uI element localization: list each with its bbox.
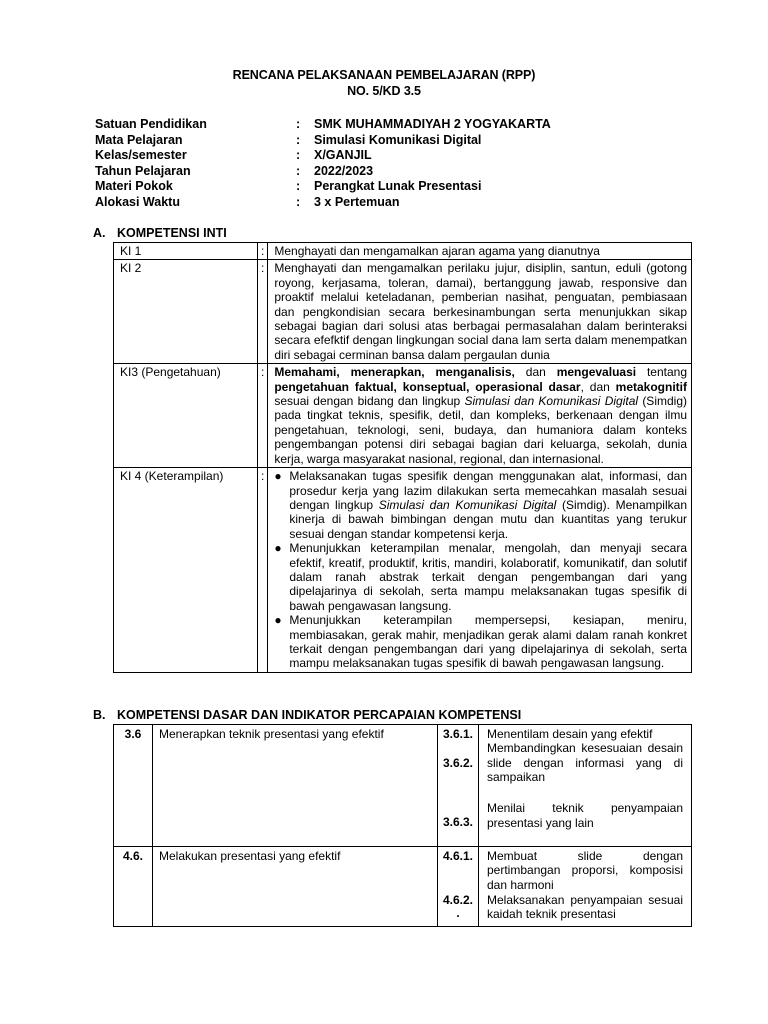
identity-row (95, 179, 551, 195)
identity-row (95, 117, 551, 133)
indicator-code: 3.6.2. (442, 756, 474, 770)
indicator-code: 4.6.2. (442, 893, 474, 907)
ki-text-part: tentang (636, 365, 688, 380)
ki-text-part: (Simdig) pada tingkat teknis, spesifik, detil, dan kompleks, berkenaan dengan ilmu pengetahuan, teknologi, seni, budaya, dan humaniora dalam konteks pengembangan potensi diri sebagai bagian dari keluarga, sekolah, dunia kerja, warga masyarakat nasional, regional, dan internasional. (274, 394, 687, 466)
ki-label: KI3 (Pengetahuan) (114, 364, 258, 468)
indicator-text: Menentilam desain yang efektif (487, 727, 653, 741)
indicator-code: 4.6.1. (442, 849, 474, 863)
ki-label: KI 2 (114, 260, 258, 364)
indicator-codes (438, 847, 479, 927)
indicator-text: Menilai teknik penyampaian presentasi yang lain (487, 801, 683, 830)
bullet-icon: ● (274, 541, 282, 556)
ki-label: KI 4 (Keterampilan) (114, 468, 258, 673)
identity-row (95, 164, 551, 180)
ki-text: Menghayati dan mengamalkan perilaku jujur, disiplin, santun, eduli (gotong royong, kerjasama, toleran, damai), bertanggung jawab, responsive dan proaktif melalui keteladanan, pemberian nasihat, penguatan, pembiasaan dan pengkondisian secara berkesinambungan serta menunjukkan sikap sebagai bagian dari solusi atas berbagai permasalahan dalam berinteraksi secara efefktif dengan lingkungan social dana lam serta dalam menempatkan diri sebagai cerminan bansa dalam pergaulan dunia (268, 260, 692, 364)
identity-row (95, 148, 551, 164)
identity-key: Tahun Pelajaran (95, 163, 191, 178)
identity-key: Kelas/semester (95, 148, 187, 162)
document-title: RENCANA PELAKSANAAN PEMBELAJARAN (RPP) (232, 68, 536, 82)
bullet-icon: ● (274, 469, 282, 484)
identity-colon: : (296, 148, 301, 162)
identity-colon: : (296, 194, 301, 209)
list-item (274, 541, 687, 613)
indicator-code: 3.6.3. (442, 815, 474, 829)
bullet-icon: ● (274, 613, 282, 628)
kd-description: Menerapkan teknik presentasi yang efektif (153, 725, 438, 847)
ki-text-part: sesuai dengan bidang dan lingkup (274, 394, 465, 409)
ki-row (114, 243, 692, 260)
kd-row (114, 847, 692, 927)
ki-row (114, 260, 692, 364)
ki-text (268, 364, 692, 468)
ki-text-bold: metakognitif (615, 379, 687, 394)
ki-colon: : (258, 364, 268, 468)
ki-colon: : (258, 468, 268, 673)
list-item (274, 613, 687, 671)
section-a-title: KOMPETENSI INTI (117, 226, 227, 240)
identity-key: Satuan Pendidikan (95, 117, 207, 131)
identity-value: SMK MUHAMMADIYAH 2 YOGYAKARTA (314, 117, 551, 131)
identity-colon: : (296, 163, 301, 178)
identity-table (95, 117, 551, 210)
identity-row (95, 133, 551, 149)
kd-description: Melakukan presentasi yang efektif (153, 847, 438, 927)
section-a-letter: A. (93, 226, 106, 240)
ki-label: KI 1 (114, 243, 258, 260)
ki-text-part: (Simdig). Menampilkan kinerja di bawah bimbingan dengan mutu dan kuantitas yang terukur sesuai dengan standar kompetensi kerja. (289, 497, 687, 541)
indicator-texts (479, 847, 692, 927)
document-subtitle: NO. 5/KD 3.5 (347, 84, 421, 98)
identity-row (95, 195, 551, 211)
ki-colon: : (258, 260, 268, 364)
ki-text-bold: Memahami, menerapkan, menganalisis, (274, 365, 515, 380)
identity-key: Alokasi Waktu (95, 194, 180, 209)
ki-text: Menghayati dan mengamalkan ajaran agama yang dianutnya (268, 243, 692, 260)
ki-text-bold: pengetahuan faktual, konseptual, operasional dasar (274, 379, 581, 394)
indicator-text: Membandingkan kesesuaian desain slide dengan informasi yang di sampaikan (487, 741, 683, 785)
indicator-codes (438, 725, 479, 847)
ki4-bullet-list (274, 469, 687, 671)
indicator-code: 3.6.1. (442, 727, 474, 741)
identity-value: 3 x Pertemuan (314, 194, 400, 209)
identity-value: 2022/2023 (314, 163, 374, 178)
ki-text-part: Melaksanakan tugas spesifik dengan menggunakan alat, informasi, dan prosedur kerja yang lazim dilakukan serta memecahkan masalah sesuai dengan lingkup (289, 469, 687, 512)
ki-text-part: Menunjukkan keterampilan menalar, mengolah, dan menyaji secara efektif, kreatif, produktif, kritis, mandiri, kolaboratif, komunikatif, dan solutif dalam ranah abstrak terkait dengan pengembangan dari yang dipelajarinya di sekolah, serta mampu melaksanakan tugas spesifik di bawah pengawasan langsung. (289, 541, 687, 613)
ki-text-italic: Simulasi dan Komunikasi Digital (464, 394, 639, 409)
section-b-heading (93, 708, 521, 722)
ki-text (268, 468, 692, 673)
ki-row (114, 364, 692, 468)
identity-value: Perangkat Lunak Presentasi (314, 179, 482, 193)
identity-colon: : (296, 117, 301, 131)
kd-row (114, 725, 692, 847)
identity-key: Materi Pokok (95, 179, 173, 193)
kompetensi-inti-table (113, 242, 692, 673)
identity-key: Mata Pelajaran (95, 132, 183, 147)
list-item (274, 469, 687, 541)
kd-code: 4.6. (114, 847, 153, 927)
identity-value: Simulasi Komunikasi Digital (314, 132, 482, 147)
ki-row (114, 468, 692, 673)
section-a-heading (93, 226, 227, 240)
ki-text-bold: mengevaluasi (556, 365, 637, 380)
ki-text-part: dan (514, 365, 557, 380)
kompetensi-dasar-table (113, 724, 692, 927)
ki-text-part: Menunjukkan keterampilan mempersepsi, kesiapan, meniru, membiasakan, gerak mahir, menjadikan gerak alami dalam ranah konkret terkait dengan pengembangan dari yang dipelajarinya di sekolah, serta mampu melaksanakan tugas spesifik di bawah pengawasan langsung. (289, 613, 687, 671)
indicator-texts (479, 725, 692, 847)
ki-colon: : (258, 243, 268, 260)
kd-code: 3.6 (114, 725, 153, 847)
identity-colon: : (296, 179, 301, 193)
ki-text-italic: Simulasi dan Komunikasi Digital (378, 497, 557, 512)
ki-text-part: , dan (580, 379, 616, 394)
identity-value: X/GANJIL (314, 148, 372, 162)
indicator-code-extra: . (456, 906, 460, 920)
identity-colon: : (296, 132, 301, 147)
section-b-letter: B. (93, 708, 106, 722)
indicator-text: Melaksanakan penyampaian sesuai kaidah teknik presentasi (487, 893, 683, 922)
section-b-title: KOMPETENSI DASAR DAN INDIKATOR PERCAPAIAN KOMPETENSI (117, 708, 522, 722)
indicator-text: Membuat slide dengan pertimbangan proporsi, komposisi dan harmoni (487, 849, 683, 892)
